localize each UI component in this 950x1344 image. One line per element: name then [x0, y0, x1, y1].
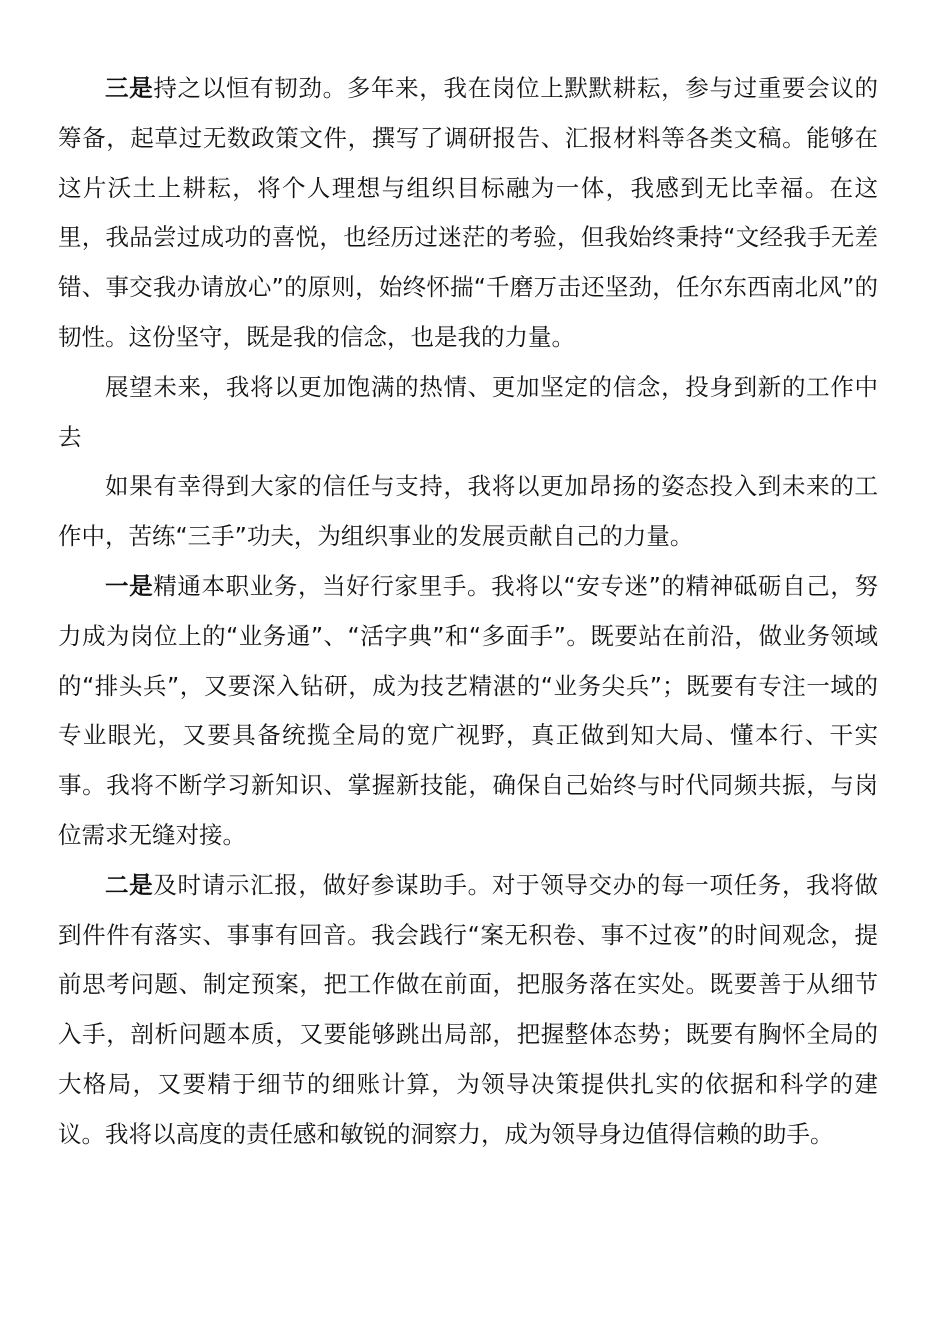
paragraph-lead: 一是 [105, 571, 154, 600]
paragraph-er-shi [58, 861, 878, 1160]
paragraph-lead: 三是 [105, 74, 154, 102]
paragraph-lead: 二是 [105, 870, 154, 899]
paragraph-text: 及时请示汇报，做好参谋助手。对于领导交办的每一项任务，我将做到件件有落实、事事有回音。我会践行“案无积卷、事不过夜”的时间观念，提前思考问题、制定预案，把工作做在前面，把服务落在实处。既要善于从细节入手，剖析问题本质，又要能够跳出局部，把握整体态势；既要有胸怀全局的大格局，又要精于细节的细账计算，为领导决策提供扎实的依据和科学的建议。我将以高度的责任感和敏锐的洞察力，成为领导身边值得信赖的助手。 [58, 870, 879, 1148]
document-body [58, 64, 878, 1160]
paragraph-text: 精通本职业务，当好行家里手。我将以“安专迷”的精神砥砺自己，努力成为岗位上的“业务通”、“活字典”和“多面手”。既要站在前沿，做业务领域的“排头兵”，又要深入钻研，成为技艺精湛的“业务尖兵”；既要有专注一域的专业眼光，又要具备统揽全局的宽广视野，真正做到知大局、懂本行、干实事。我将不断学习新知识、掌握新技能，确保自己始终与时代同频共振，与岗位需求无缝对接。 [58, 571, 878, 849]
paragraph-text: 如果有幸得到大家的信任与支持，我将以更加昂扬的姿态投入到未来的工作中，苦练“三手”功夫，为组织事业的发展贡献自己的力量。 [58, 472, 878, 551]
paragraph-text: 展望未来，我将以更加饱满的热情、更加坚定的信念，投身到新的工作中去 [58, 372, 878, 451]
paragraph-support [58, 462, 878, 562]
paragraph-text: 持之以恒有韧劲。多年来，我在岗位上默默耕耘，参与过重要会议的筹备，起草过无数政策文件，撰写了调研报告、汇报材料等各类文稿。能够在这片沃土上耕耘，将个人理想与组织目标融为一体，我感到无比幸福。在这里，我品尝过成功的喜悦，也经历过迷茫的考验，但我始终秉持“文经我手无差错、事交我办请放心”的原则，始终怀揣“千磨万击还坚劲，任尔东西南北风”的韧性。这份坚守，既是我的信念，也是我的力量。 [58, 74, 879, 351]
paragraph-yi-shi [58, 562, 878, 861]
paragraph-san-shi [58, 64, 878, 363]
paragraph-outlook [58, 363, 878, 463]
